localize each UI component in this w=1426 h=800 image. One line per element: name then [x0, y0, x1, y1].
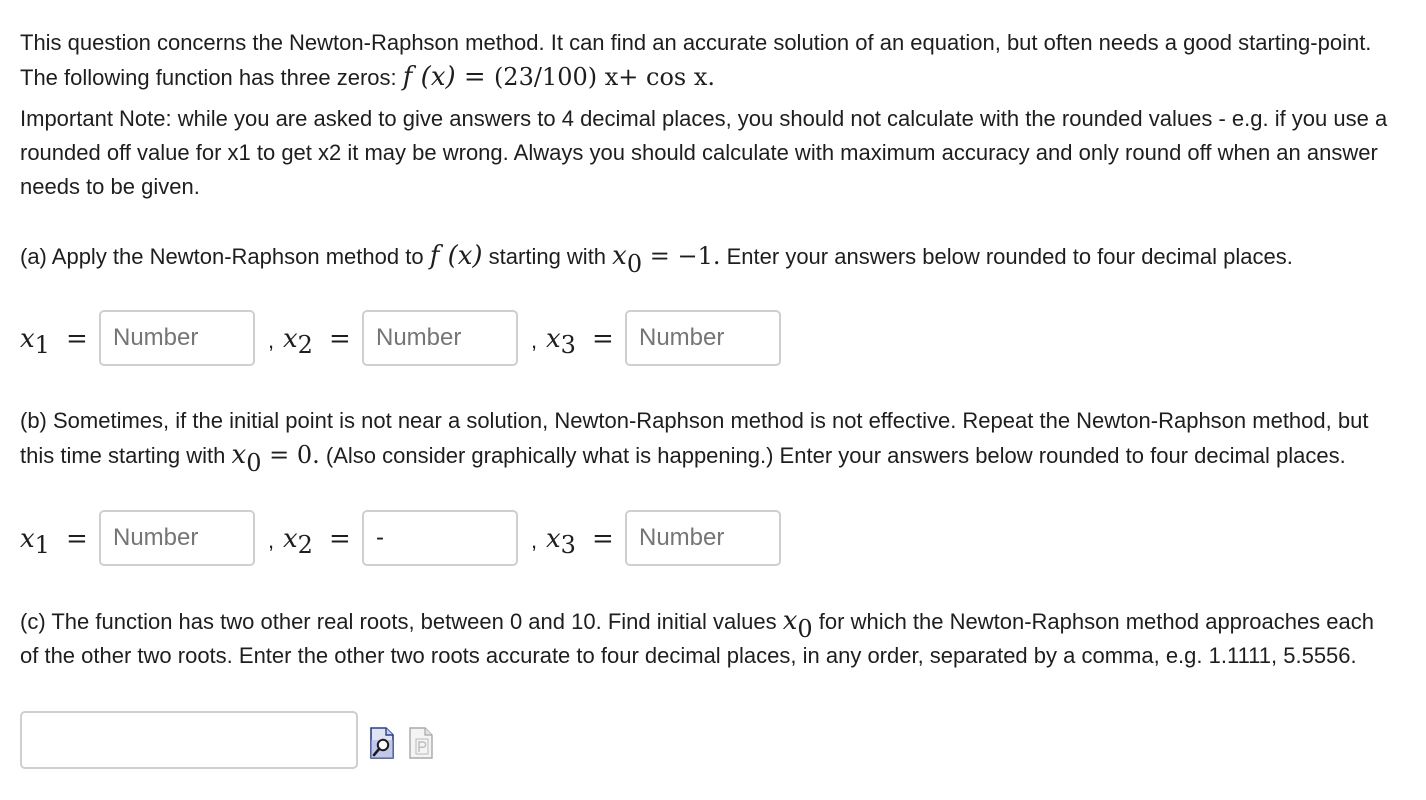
- part-a-x2-input[interactable]: [362, 310, 518, 366]
- part-b-answer-row: [20, 510, 920, 570]
- part-a-x0-sub: 0: [626, 250, 643, 278]
- part-a-x3-equals: =: [592, 324, 614, 354]
- intro-function-lhs: f (x) =: [402, 62, 494, 92]
- part-b-x1-label: x1: [20, 524, 50, 559]
- part-b-x1-input[interactable]: [99, 510, 255, 566]
- part-b-x1-equals: =: [66, 524, 88, 554]
- part-c-x0-label: x: [782, 606, 798, 636]
- part-a-x3-input[interactable]: [625, 310, 781, 366]
- part-a-x2-equals: =: [329, 324, 351, 354]
- part-c-question: [20, 604, 1395, 673]
- preview-icon[interactable]: [369, 726, 395, 760]
- part-c-roots-input[interactable]: [20, 711, 358, 769]
- part-a-answer-row: [20, 310, 920, 370]
- part-a-text-after: Enter your answers below rounded to four decimal places.: [726, 244, 1293, 269]
- part-a-text-mid: starting with: [488, 244, 607, 269]
- part-b-x0-value: = 0.: [261, 441, 320, 469]
- part-a-x0-label: x: [612, 241, 627, 271]
- important-note: Important Note: while you are asked to give answers to 4 decimal places, you should not calculate with the rounded values - e.g. if you use a rounded off value for x1 to get x2 it may be wrong. Always you should calculate with maximum accuracy and only round off when an answer needs to be given.: [20, 106, 1388, 199]
- part-a-comma-1: ,: [268, 328, 275, 353]
- part-b-x0-sub: 0: [246, 449, 262, 477]
- intro-paragraph: [20, 26, 1395, 95]
- part-a-x0-value: = −1.: [642, 242, 721, 270]
- part-c-text-before: (c) The function has two other real roots, between 0 and 10. Find initial values: [20, 609, 777, 634]
- intro-function-rhs: (23/100) x+ cos x.: [493, 63, 715, 91]
- part-a-x2-label: x2: [283, 324, 313, 359]
- part-b-x0-label: x: [231, 440, 247, 470]
- part-b-text-after: (Also consider graphically what is happening.) Enter your answers below rounded to four decimal places.: [325, 443, 1346, 468]
- part-a-x1-input[interactable]: [99, 310, 255, 366]
- part-a-x1-equals: =: [66, 324, 88, 354]
- part-a-comma-2: ,: [531, 328, 538, 353]
- part-c-text-after: for which the Newton-Raphson method approaches each of the other two roots. Enter the other two roots accurate to four decimal places, in any order, separated by a comma, e.g. 1.1111, 5.5556.: [20, 609, 1375, 668]
- part-b-comma-2: ,: [531, 528, 538, 553]
- part-b-text-before: (b) Sometimes, if the initial point is not near a solution, Newton-Raphson method is not effective. Repeat the Newton-Raphson method, but this time starting with: [20, 408, 1369, 468]
- part-c-x0-sub: 0: [797, 615, 813, 643]
- part-a-x3-label: x3: [546, 324, 576, 359]
- intro-text: This question concerns the Newton-Raphson method. It can find an accurate solution of an equation, but often needs a good starting-point. The following function has three zeros:: [20, 30, 1372, 90]
- pdf-icon[interactable]: [408, 726, 434, 760]
- part-b-x3-label: x3: [546, 524, 576, 559]
- part-a-x1-label: x1: [20, 324, 50, 359]
- part-b-x2-equals: =: [329, 524, 351, 554]
- part-b-comma-1: ,: [268, 528, 275, 553]
- part-a-fx: f (x): [429, 241, 483, 271]
- part-b-x2-input[interactable]: [362, 510, 518, 566]
- part-b-x3-equals: =: [592, 524, 614, 554]
- part-b-x2-label: x2: [283, 524, 313, 559]
- part-b-question: [20, 404, 1395, 477]
- part-a-question: [20, 239, 1293, 278]
- part-b-x3-input[interactable]: [625, 510, 781, 566]
- part-a-text-before: (a) Apply the Newton-Raphson method to: [20, 244, 424, 269]
